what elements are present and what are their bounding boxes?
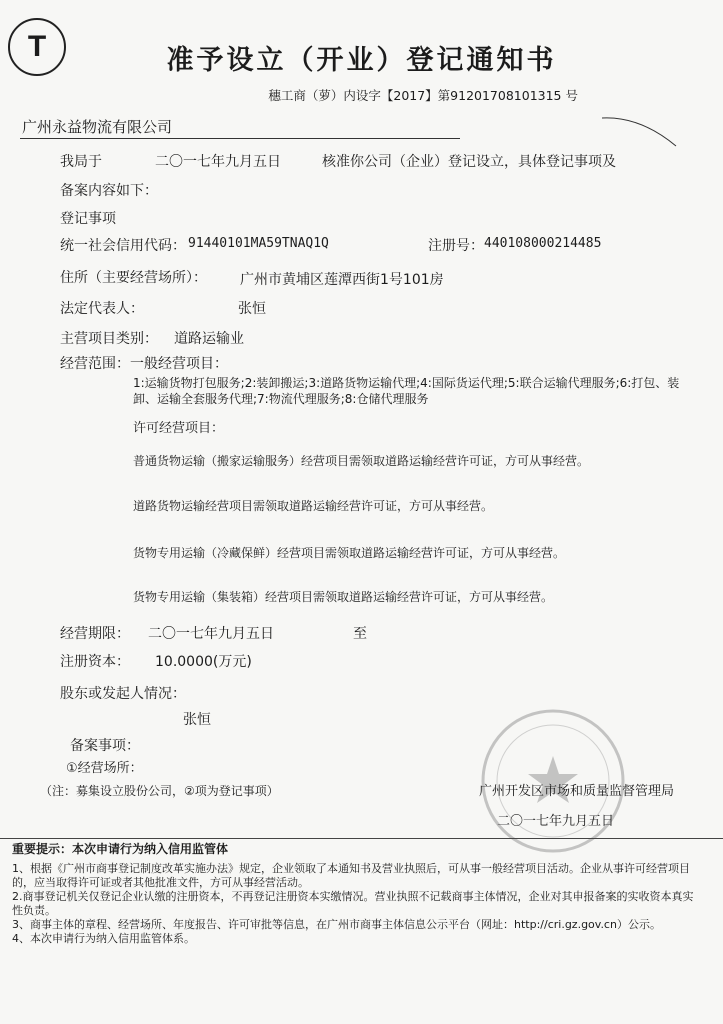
issuer-date: 二〇一七年九月五日 <box>497 814 615 829</box>
licensed-item-2: 道路货物运输经营项目需领取道路运输经营许可证，方可从事经营。 <box>133 499 494 513</box>
licensed-item-4: 货物专用运输（集装箱）经营项目需领取道路运输经营许可证，方可从事经营。 <box>133 590 554 604</box>
intro-line2: 备案内容如下： <box>60 183 158 199</box>
issuer-name: 广州开发区市场和质量监督管理局 <box>479 784 675 799</box>
scope-label: 经营范围：一般经营项目： <box>60 356 228 372</box>
licensed-label: 许可经营项目： <box>133 421 225 436</box>
decorative-curve <box>600 112 680 152</box>
legal-rep-value: 张恒 <box>238 301 266 317</box>
note-item-3: 3、商事主体的章程、经营场所、年度报告、许可审批等信息，在广州市商事主体信息公示平台（网址：http://cri.gz.gov.cn）公示。 <box>12 918 661 931</box>
filing-item: ①经营场所： <box>66 761 143 776</box>
filing-note: （注：募集设立股份公司，②项为登记事项） <box>40 784 279 798</box>
document-title: 准予设立（开业）登记通知书 <box>166 45 557 76</box>
capital-label: 注册资本： <box>60 654 130 670</box>
licensed-item-3: 货物专用运输（冷藏保鲜）经营项目需领取道路运输经营许可证，方可从事经营。 <box>133 546 566 560</box>
notes-divider <box>0 838 723 839</box>
category-label: 主营项目类别： <box>60 331 158 347</box>
reg-no-value: 440108000214485 <box>484 236 602 251</box>
corner-mark-letter: T <box>27 30 47 63</box>
credit-code-value: 91440101MA59TNAQ1Q <box>188 236 329 251</box>
reg-heading: 登记事项 <box>60 211 116 227</box>
intro-date: 二〇一七年九月五日 <box>155 154 281 170</box>
address-value: 广州市黄埔区莲潭西街1号101房 <box>240 272 444 288</box>
recipient-company: 广州永益物流有限公司 <box>22 118 173 136</box>
capital-value: 10.0000(万元) <box>155 654 252 670</box>
intro-text: 核准你公司（企业）登记设立，具体登记事项及 <box>322 154 616 170</box>
category-value: 道路运输业 <box>174 331 244 347</box>
divider-line <box>20 138 460 139</box>
address-label: 住所（主要经营场所）： <box>60 270 207 286</box>
legal-rep-label: 法定代表人： <box>60 301 144 317</box>
term-start: 二〇一七年九月五日 <box>148 626 274 642</box>
term-label: 经营期限： <box>60 626 130 642</box>
filing-label: 备案事项： <box>70 738 140 754</box>
notes-heading: 重要提示：本次申请行为纳入信用监管体 <box>12 842 229 856</box>
note-item-4: 4、本次申请行为纳入信用监管体系。 <box>12 932 195 945</box>
intro-prefix: 我局于 <box>60 154 102 170</box>
shareholders-label: 股东或发起人情况： <box>60 686 186 702</box>
shareholder-name: 张恒 <box>183 712 211 728</box>
general-items: 1:运输货物打包服务;2:装卸搬运;3:道路货物运输代理;4:国际货运代理;5:联合运输代理服务;6:打包、装卸、运输全套服务代理;7:物流代理服务;8:仓储代理服务 <box>133 376 680 406</box>
note-item-2: 2.商事登记机关仅登记企业认缴的注册资本，不再登记注册资本实缴情况。营业执照不记载商事主体情况，企业对其申报备案的实收资本真实性负责。 <box>12 890 694 917</box>
credit-code-label: 统一社会信用代码： <box>60 238 186 254</box>
note-item-1: 1、根据《广州市商事登记制度改革实施办法》规定，企业领取了本通知书及营业执照后，可从事一般经营项目活动。企业从事许可经营项目的，应当取得许可证或者其他批准文件，方可从事经营活动。 <box>12 862 690 889</box>
document-number: 穗工商（萝）内设字【2017】第91201708101315 号 <box>268 88 578 103</box>
reg-no-label: 注册号： <box>428 238 484 254</box>
licensed-item-1: 普通货物运输（搬家运输服务）经营项目需领取道路运输经营许可证，方可从事经营。 <box>133 454 590 468</box>
important-notes <box>12 842 702 946</box>
term-to: 至 <box>353 626 367 642</box>
